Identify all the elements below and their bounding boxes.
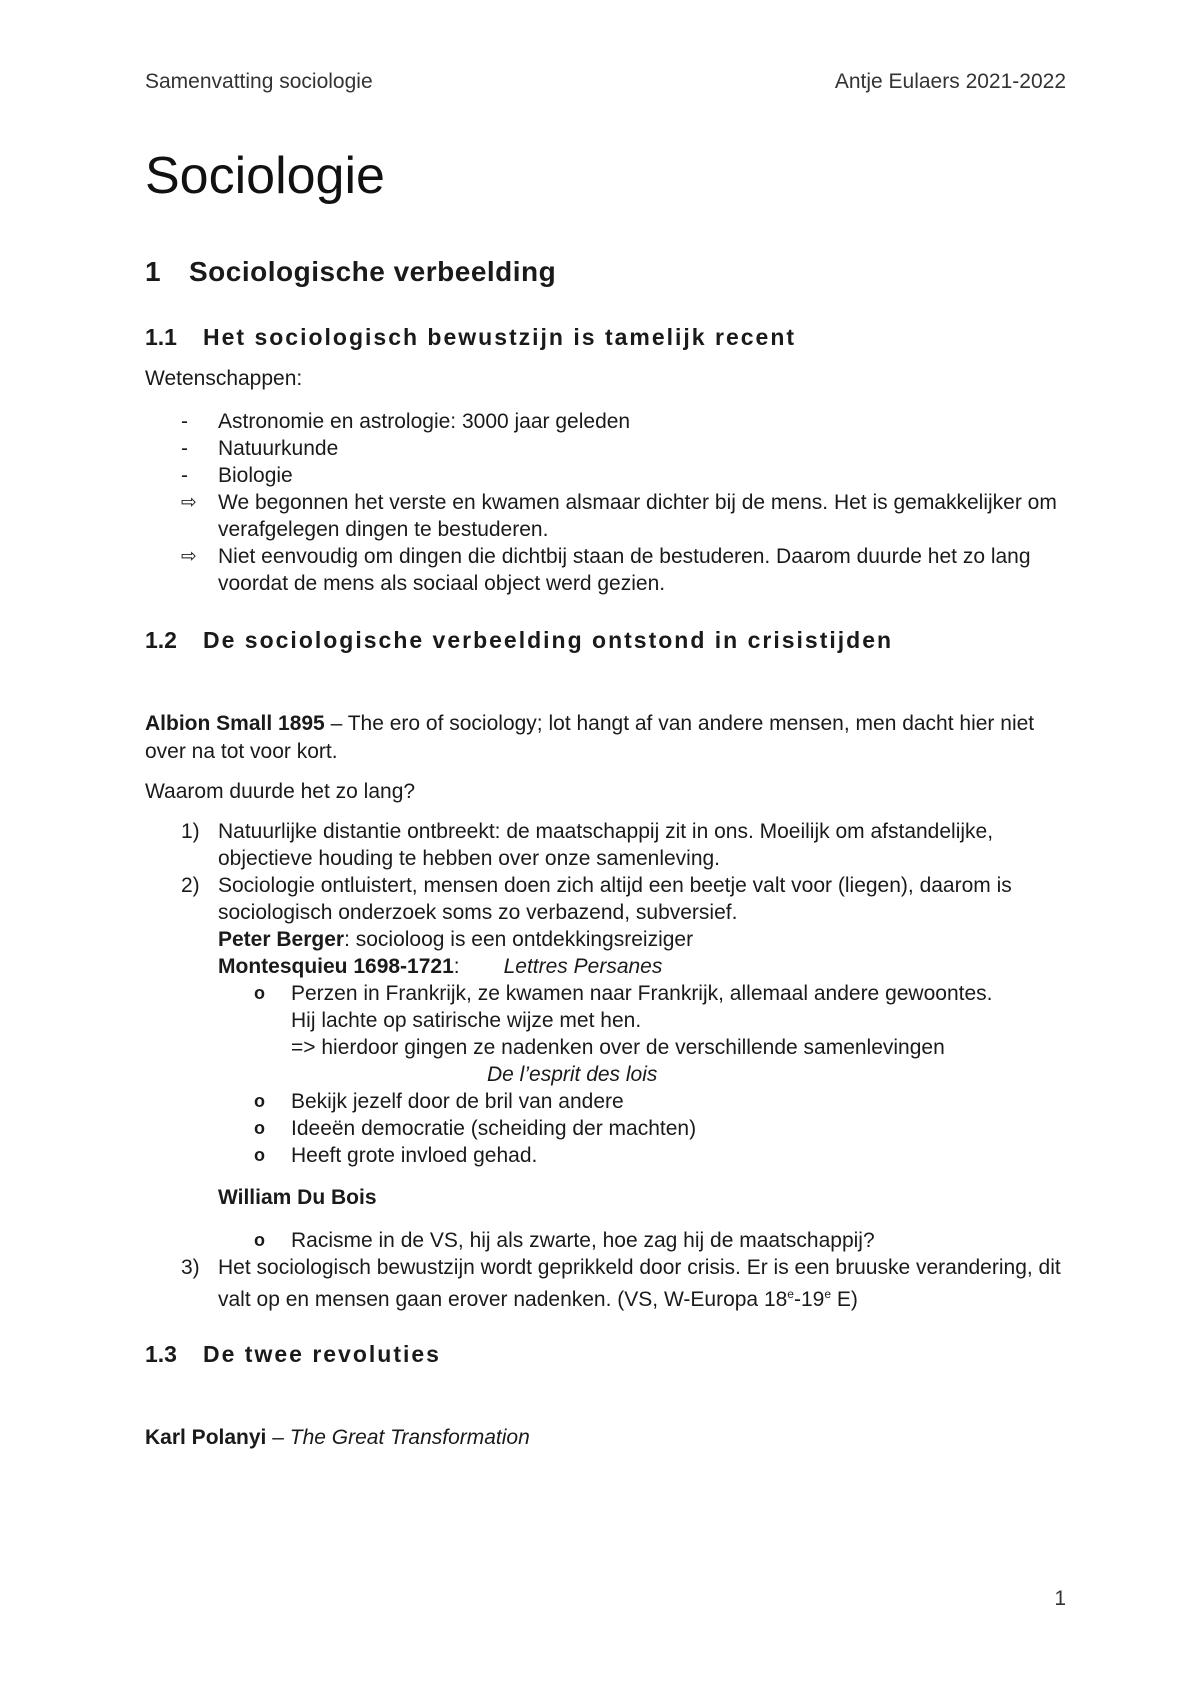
work-title: De l’esprit des lois bbox=[487, 1063, 658, 1086]
polanyi-paragraph: Karl Polanyi – The Great Transformation bbox=[145, 1426, 530, 1449]
intro-text: Wetenschappen: bbox=[145, 367, 303, 390]
section-title: De sociologische verbeelding ontstond in crisistijden bbox=[203, 627, 894, 653]
list-item: o Racisme in de VS, hij als zwarte, hoe zag hij de maatschappij? bbox=[254, 1229, 875, 1252]
section-number: 1.3 bbox=[145, 1341, 177, 1367]
numbered-list bbox=[145, 818, 1070, 1313]
berger-line: Peter Berger: socioloog is een ontdekkingsreiziger bbox=[218, 928, 694, 951]
list-item: 2) Sociologie ontluistert, mensen doen zich altijd een beetje valt voor (liegen), daarom is sociologisch onderzoek soms zo verbazend, subversief. Peter Berger: socioloog is een ontdekkingsreiziger Montesquieu 1698-1721: Lettres Persanes o Perzen in Frankrijk, ze kwamen naar Frankrijk, allemaal andere gewoontes. Hij lachte op satirische wijze met hen. => hierdoor gingen ze nadenken over de verschillende samenlevingen De l’esprit des lois o Bekijk jezelf door de bril van andere o Ideeën democratie (scheiding der machten) o Heeft grote invloed gehad. William Du Bois o Racisme in de VS, hij als zwarte, hoe zag hij de maatschappij? bbox=[145, 872, 1070, 1254]
section-1-3-heading bbox=[145, 1341, 1070, 1368]
list-item: - Biologie bbox=[181, 464, 293, 487]
section-title: De twee revoluties bbox=[203, 1341, 441, 1367]
person-name: Albion Small 1895 bbox=[145, 712, 325, 735]
bullet-marker: o bbox=[254, 1230, 265, 1250]
list-item: o Perzen in Frankrijk, ze kwamen naar Frankrijk, allemaal andere gewoontes. Hij lachte op satirische wijze met hen. => hierdoor gingen ze nadenken over de verschillende samenlevingen De l’esprit des lois bbox=[254, 982, 993, 1086]
list-item: o Bekijk jezelf door de bril van andere bbox=[254, 1090, 624, 1113]
arrow-icon: ⇨ bbox=[181, 492, 197, 513]
number-marker: 1) bbox=[181, 820, 200, 843]
person-name: Peter Berger bbox=[218, 928, 345, 951]
dubois-sublist bbox=[218, 1227, 1070, 1254]
question-text: Waarom duurde het zo lang? bbox=[145, 780, 416, 803]
page-number: 1 bbox=[1054, 1587, 1066, 1610]
document-title: Sociologie bbox=[145, 147, 385, 205]
montesquieu-sublist bbox=[218, 980, 1070, 1169]
list-item: 1) Natuurlijke distantie ontbreekt: de maatschappij zit in ons. Moeilijk om afstandelijke, objectieve houding te hebben over onze samenleving. bbox=[181, 820, 994, 870]
dash-marker: - bbox=[181, 410, 188, 433]
section-1-1-heading bbox=[145, 324, 1070, 351]
section-title: Het sociologisch bewustzijn is tamelijk recent bbox=[203, 324, 797, 350]
section-number: 1 bbox=[145, 256, 162, 287]
section-number: 1.2 bbox=[145, 627, 177, 653]
person-name: William Du Bois bbox=[218, 1186, 377, 1209]
dubois-line bbox=[218, 1184, 1070, 1211]
number-marker: 2) bbox=[181, 874, 200, 897]
science-list bbox=[145, 408, 1070, 597]
section-title: Sociologische verbeelding bbox=[189, 256, 557, 287]
dash-marker: - bbox=[181, 464, 188, 487]
list-item: o Ideeën democratie (scheiding der machten) bbox=[254, 1117, 697, 1140]
bullet-marker: o bbox=[254, 1091, 265, 1111]
bullet-marker: o bbox=[254, 1145, 265, 1165]
list-item: ⇨ We begonnen het verste en kwamen alsmaar dichter bij de mens. Het is gemakkelijker om verafgelegen dingen te bestuderen. bbox=[181, 491, 1057, 541]
dash-marker: - bbox=[181, 437, 188, 460]
section-1-heading bbox=[145, 256, 1070, 288]
montesquieu-line: Montesquieu 1698-1721: Lettres Persanes bbox=[218, 955, 663, 978]
person-name: Montesquieu 1698-1721 bbox=[218, 955, 454, 978]
list-item: o Heeft grote invloed gehad. bbox=[254, 1144, 538, 1167]
document-body bbox=[145, 140, 1070, 1452]
list-item: - Astronomie en astrologie: 3000 jaar geleden bbox=[181, 410, 631, 433]
header-left: Samenvatting sociologie bbox=[145, 70, 373, 93]
albion-small-paragraph: Albion Small 1895 – The ero of sociology; lot hangt af van andere mensen, men dacht hier niet over na tot voor kort. bbox=[145, 712, 1035, 763]
work-title: Lettres Persanes bbox=[503, 955, 663, 978]
number-marker: 3) bbox=[181, 1256, 200, 1279]
arrow-icon: ⇨ bbox=[181, 546, 197, 567]
list-item: ⇨ Niet eenvoudig om dingen die dichtbij staan de bestuderen. Daarom duurde het zo lang voordat de mens als sociaal object werd gezien. bbox=[181, 545, 1031, 595]
bullet-marker: o bbox=[254, 983, 265, 1003]
section-number: 1.1 bbox=[145, 324, 177, 350]
header-right: Antje Eulaers 2021-2022 bbox=[834, 70, 1066, 93]
work-title: The Great Transformation bbox=[289, 1426, 530, 1449]
section-1-2-heading bbox=[145, 627, 1070, 654]
person-name: Karl Polanyi bbox=[145, 1426, 267, 1449]
list-item: 3) Het sociologisch bewustzijn wordt geprikkeld door crisis. Er is een bruuske verandering, dit valt op en mensen gaan erover nadenken. (VS, W-Europa 18e-19e E) bbox=[181, 1256, 1061, 1311]
bullet-marker: o bbox=[254, 1118, 265, 1138]
list-item: - Natuurkunde bbox=[181, 437, 339, 460]
